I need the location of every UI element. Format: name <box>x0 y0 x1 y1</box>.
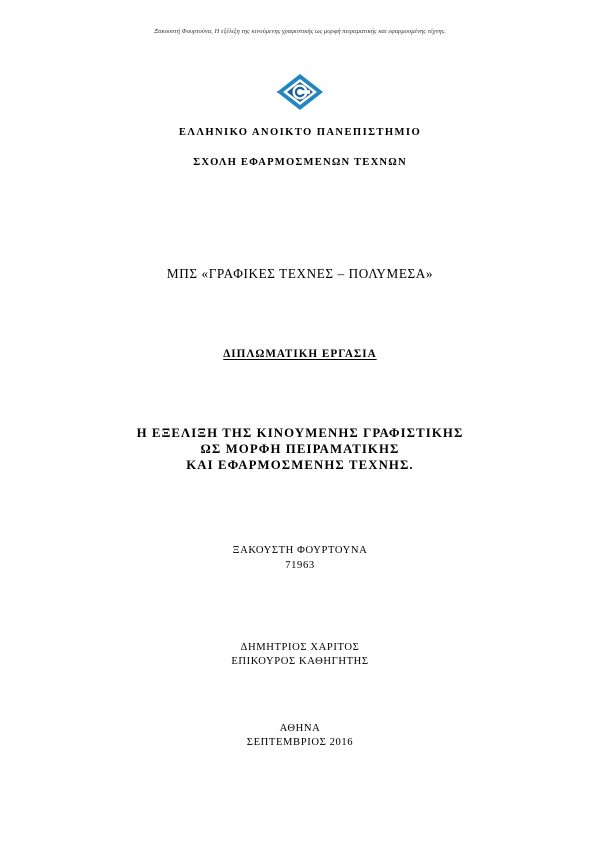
thesis-title-line: Η ΕΞΕΛΙΞΗ ΤΗΣ ΚΙΝΟΥΜΕΝΗΣ ΓΡΑΦΙΣΤΙΚΗΣ <box>136 426 464 440</box>
supervisor-name: ΔΗΜΗΤΡΙΟΣ ΧΑΡΙΤΟΣ <box>240 642 360 653</box>
thesis-type: ΔΙΠΛΩΜΑΤΙΚΗ ΕΡΓΑΣΙΑ <box>223 348 377 360</box>
supervisor-title: ΕΠΙΚΟΥΡΟΣ ΚΑΘΗΓΗΤΗΣ <box>231 656 369 667</box>
university-logo-icon <box>276 73 324 111</box>
school-name: ΣΧΟΛΗ ΕΦΑΡΜΟΣΜΕΝΩΝ ΤΕΧΝΩΝ <box>193 157 407 168</box>
program-name: ΜΠΣ «ΓΡΑΦΙΚΕΣ ΤΕΧΝΕΣ – ΠΟΛΥΜΕΣΑ» <box>166 266 434 281</box>
city: ΑΘΗΝΑ <box>279 723 321 734</box>
thesis-title-line: ΩΣ ΜΟΡΦΗ ΠΕΙΡΑΜΑΤΙΚΗΣ <box>200 442 400 456</box>
author-name: ΞΑΚΟΥΣΤΗ ΦΟΥΡΤΟΥΝΑ <box>232 545 368 556</box>
university-name: ΕΛΛΗΝΙΚΟ ΑΝΟΙΚΤΟ ΠΑΝΕΠΙΣΤΗΜΙΟ <box>178 127 422 138</box>
student-id: 71963 <box>285 560 315 571</box>
running-header: Ξακουστή Φουρτούνα, Η εξέλιξη της κινούμενης γραφιστικής ως μορφή πειραματικής και εφαρμοσμένης τέχνης. <box>153 28 447 35</box>
thesis-title-line: ΚΑΙ ΕΦΑΡΜΟΣΜΕΝΗΣ ΤΕΧΝΗΣ. <box>186 458 414 472</box>
date: ΣΕΠΤΕΜΒΡΙΟΣ 2016 <box>246 737 354 748</box>
